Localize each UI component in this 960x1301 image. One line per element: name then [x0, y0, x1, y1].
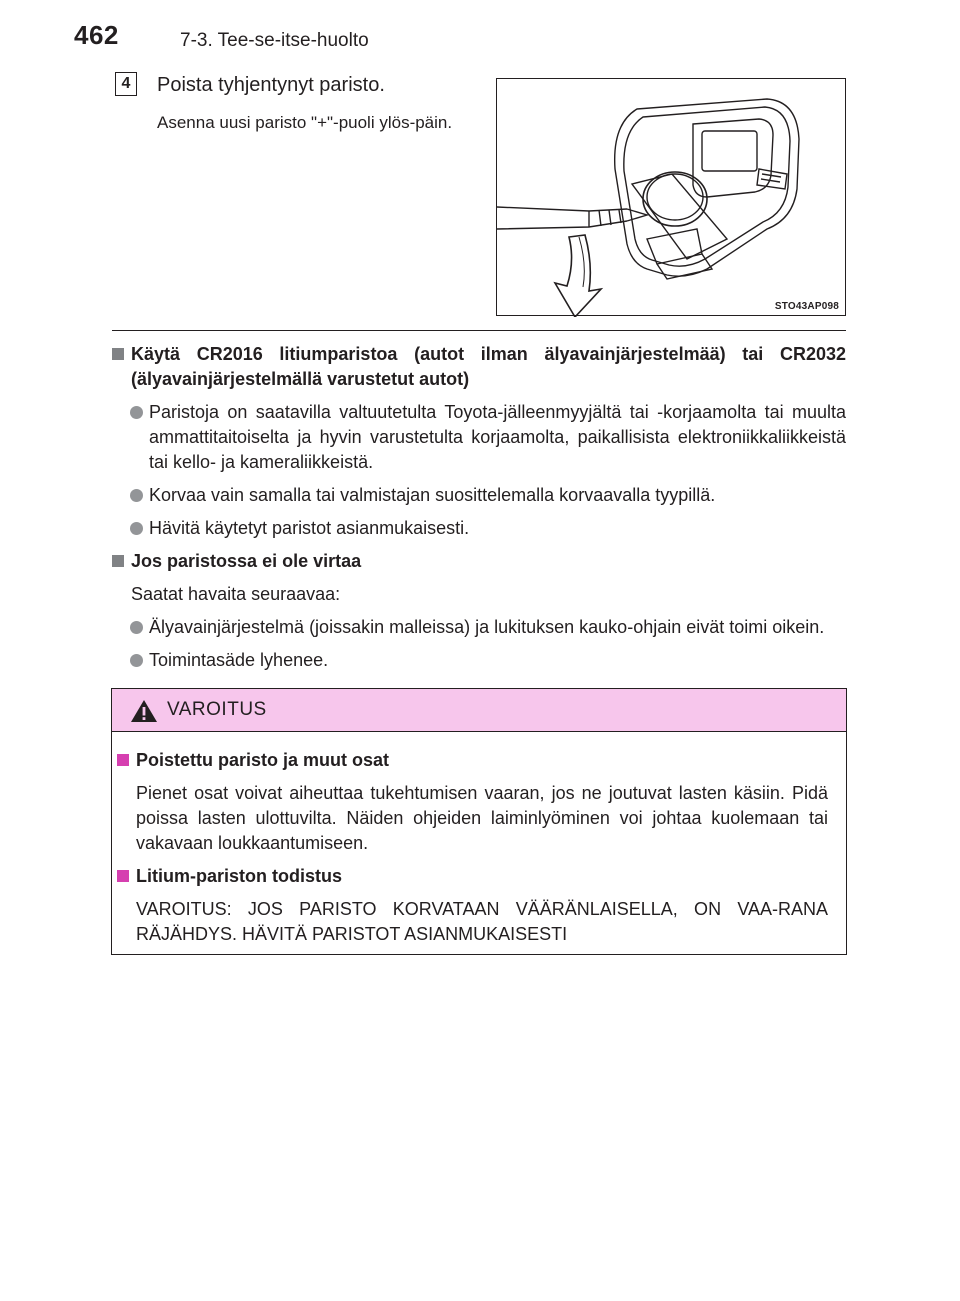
figure-code: STO43AP098 [774, 301, 839, 312]
section-heading-text: Jos paristossa ei ole virtaa [131, 551, 362, 571]
circle-bullet-icon [130, 621, 143, 634]
main-content [112, 342, 846, 681]
list-item [112, 483, 846, 508]
key-fob-drawing [497, 79, 847, 317]
square-bullet-icon [117, 870, 129, 882]
list-item-text: Toimintasäde lyhenee. [149, 650, 329, 670]
square-bullet-icon [112, 555, 124, 567]
section-heading [112, 549, 846, 574]
section-intro: Saatat havaita seuraavaa: [131, 584, 341, 604]
list-item-text: Korvaa vain samalla tai valmistajan suosittelemalla korvaavalla tyypillä. [149, 485, 716, 505]
list-item-text: Paristoja on saatavilla valtuutetulta Toyota-jälleenmyyjältä tai -korjaamolta tai muulta ammattitaitoiselta ja hyvin varustetulta korjaamolta, paikallisista elektroniikkaliikkeistä tai kello- ja kameraliikkeistä. [149, 402, 846, 472]
step-number: 4 [115, 72, 137, 96]
warning-item-heading-text: Litium-pariston todistus [136, 866, 342, 886]
square-bullet-icon [112, 348, 124, 360]
warning-header [112, 689, 846, 732]
warning-item-text: VAROITUS: JOS PARISTO KORVATAAN VÄÄRÄNLAISELLA, ON VAA-RANA RÄJÄHDYS. HÄVITÄ PARISTOT ASIANMUKAISESTI [136, 899, 828, 944]
warning-body [112, 732, 846, 947]
list-item [112, 400, 846, 475]
circle-bullet-icon [130, 522, 143, 535]
warning-item-heading [117, 748, 828, 773]
list-item-text: Älyavainjärjestelmä (joissakin malleissa) ja lukituksen kauko-ohjain eivät toimi oikein. [149, 617, 825, 637]
list-item-text: Hävitä käytetyt paristot asianmukaisesti. [149, 518, 470, 538]
section-heading [112, 342, 846, 392]
warning-item-text: Pienet osat voivat aiheuttaa tukehtumisen vaaran, jos ne joutuvat lasten käsiin. Pidä poissa lasten ulottuvilta. Näiden ohjeiden laiminlyöminen voi johtaa kuolemaan tai vakavaan loukkaantumiseen. [136, 783, 828, 853]
warning-title: VAROITUS [167, 699, 267, 720]
page-number: 462 [74, 20, 119, 50]
list-item [112, 615, 846, 640]
list-item [112, 516, 846, 541]
divider [112, 330, 846, 331]
section-heading-text: Käytä CR2016 litiumparistoa (autot ilman älyavainjärjestelmää) tai CR2032 (älyavainjärjestelmällä varustetut autot) [131, 344, 846, 389]
warning-box [111, 688, 847, 955]
circle-bullet-icon [130, 654, 143, 667]
step-description: Asenna uusi paristo "+"-puoli ylös-päin. [157, 113, 453, 132]
circle-bullet-icon [130, 406, 143, 419]
warning-item-heading [117, 864, 828, 889]
step-heading: Poista tyhjentynyt paristo. [157, 74, 385, 96]
square-bullet-icon [117, 754, 129, 766]
warning-triangle-icon [130, 699, 158, 723]
section-title: 7-3. Tee-se-itse-huolto [180, 30, 369, 51]
warning-item-heading-text: Poistettu paristo ja muut osat [136, 750, 390, 770]
list-item [112, 648, 846, 673]
circle-bullet-icon [130, 489, 143, 502]
key-battery-illustration [496, 78, 846, 316]
